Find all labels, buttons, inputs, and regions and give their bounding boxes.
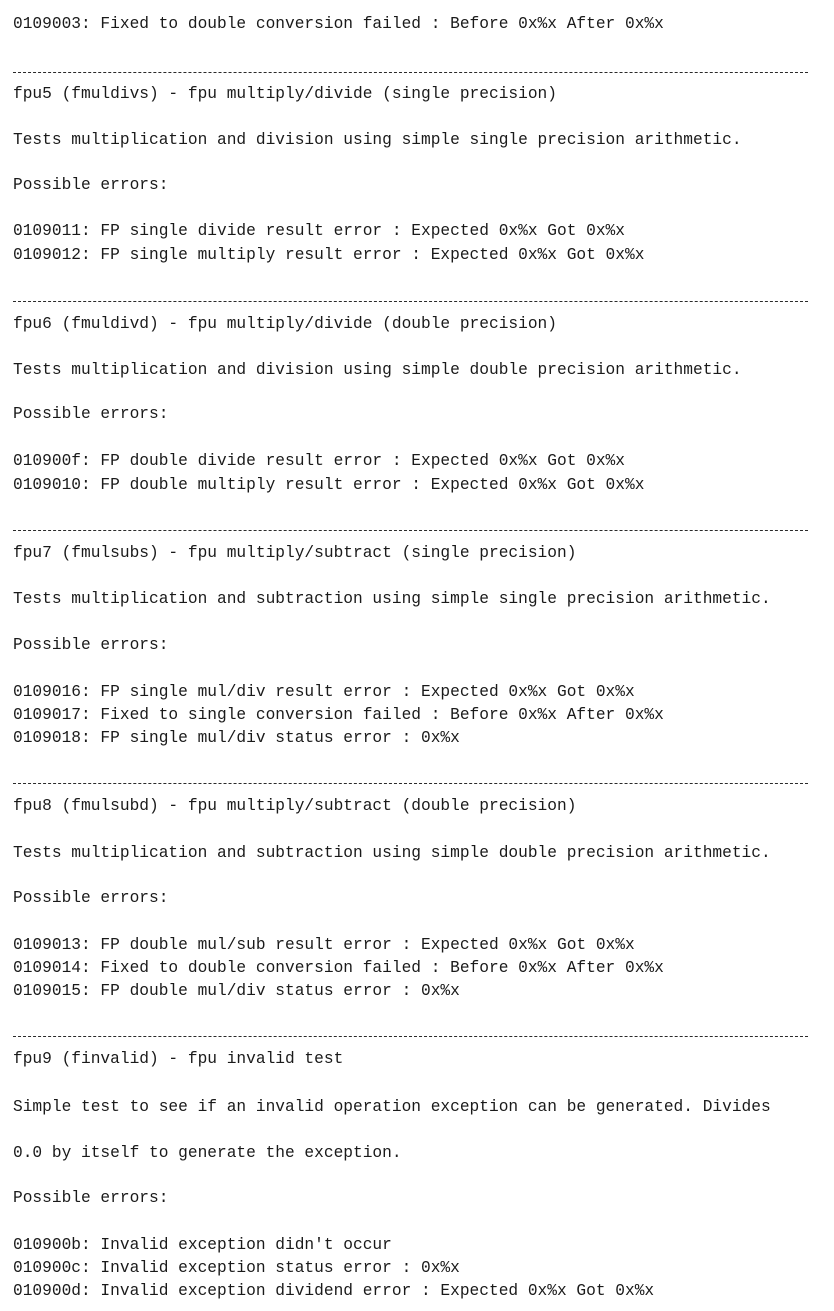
- section-description: Tests multiplication and division using simple single precision arithmetic.: [13, 131, 742, 149]
- error-line: 0109017: Fixed to single conversion failed : Before 0x%x After 0x%x: [13, 706, 664, 724]
- error-line: 0109011: FP single divide result error : Expected 0x%x Got 0x%x: [13, 222, 625, 240]
- section-description: 0.0 by itself to generate the exception.: [13, 1144, 402, 1162]
- error-line: 010900b: Invalid exception didn't occur: [13, 1236, 392, 1254]
- error-line: 0109013: FP double mul/sub result error : Expected 0x%x Got 0x%x: [13, 936, 635, 954]
- errors-label: Possible errors:: [13, 889, 169, 907]
- section-heading: fpu7 (fmulsubs) - fpu multiply/subtract (single precision): [13, 544, 577, 562]
- section-divider: [13, 783, 808, 784]
- errors-label: Possible errors:: [13, 1189, 169, 1207]
- error-line: 010900f: FP double divide result error : Expected 0x%x Got 0x%x: [13, 452, 625, 470]
- section-heading: fpu6 (fmuldivd) - fpu multiply/divide (double precision): [13, 315, 557, 333]
- errors-label: Possible errors:: [13, 636, 169, 654]
- error-line: 0109003: Fixed to double conversion failed : Before 0x%x After 0x%x: [13, 15, 664, 33]
- section-description: Tests multiplication and subtraction using simple single precision arithmetic.: [13, 590, 771, 608]
- section-heading: fpu9 (finvalid) - fpu invalid test: [13, 1050, 344, 1068]
- error-line: 010900c: Invalid exception status error : 0x%x: [13, 1259, 460, 1277]
- error-line: 0109015: FP double mul/div status error : 0x%x: [13, 982, 460, 1000]
- section-description: Tests multiplication and subtraction using simple double precision arithmetic.: [13, 844, 771, 862]
- error-line: 0109016: FP single mul/div result error : Expected 0x%x Got 0x%x: [13, 683, 635, 701]
- section-heading: fpu5 (fmuldivs) - fpu multiply/divide (single precision): [13, 85, 557, 103]
- errors-label: Possible errors:: [13, 405, 169, 423]
- section-description: Simple test to see if an invalid operation exception can be generated. Divides: [13, 1098, 771, 1116]
- error-line: 0109012: FP single multiply result error : Expected 0x%x Got 0x%x: [13, 246, 645, 264]
- errors-label: Possible errors:: [13, 176, 169, 194]
- section-divider: [13, 1036, 808, 1037]
- error-line: 0109014: Fixed to double conversion failed : Before 0x%x After 0x%x: [13, 959, 664, 977]
- section-divider: [13, 72, 808, 73]
- section-divider: [13, 301, 808, 302]
- error-line: 0109010: FP double multiply result error : Expected 0x%x Got 0x%x: [13, 476, 645, 494]
- error-line: 010900d: Invalid exception dividend error : Expected 0x%x Got 0x%x: [13, 1282, 655, 1300]
- section-divider: [13, 530, 808, 531]
- section-heading: fpu8 (fmulsubd) - fpu multiply/subtract (double precision): [13, 797, 577, 815]
- error-line: 0109018: FP single mul/div status error : 0x%x: [13, 729, 460, 747]
- section-description: Tests multiplication and division using simple double precision arithmetic.: [13, 361, 742, 379]
